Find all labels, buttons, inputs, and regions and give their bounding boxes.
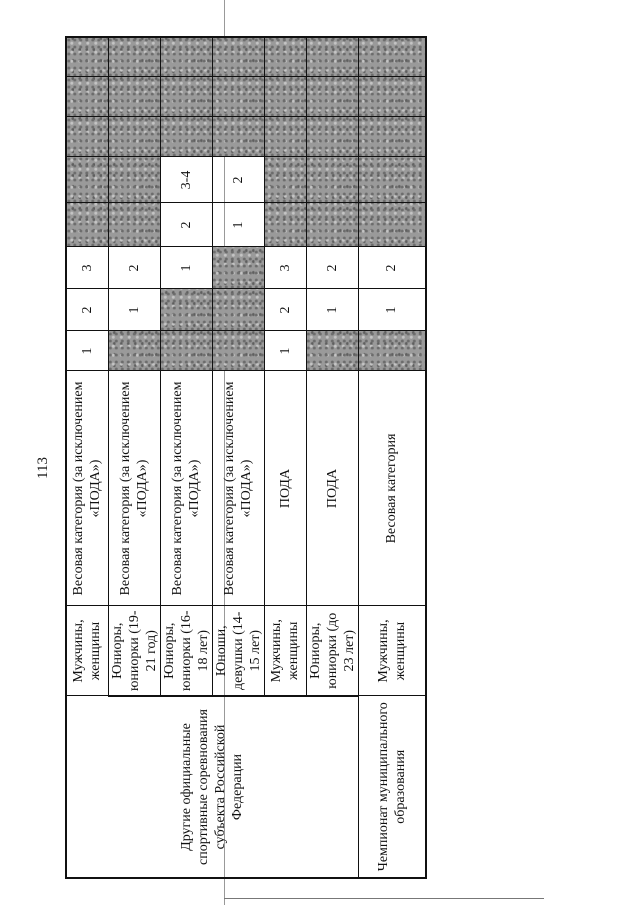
shaded-cell: [306, 157, 358, 203]
shaded-cell: [358, 203, 426, 247]
place-cell: 3: [264, 247, 306, 289]
shaded-cell: [212, 77, 264, 117]
shaded-cell: [264, 157, 306, 203]
shaded-cell: [212, 331, 264, 371]
competition-cell: Чемпионат муниципального образования: [358, 696, 426, 878]
shaded-cell: [66, 203, 108, 247]
place-cell: 1: [264, 331, 306, 371]
shaded-cell: [358, 77, 426, 117]
page-number: 113: [35, 457, 51, 479]
discipline-cell: ПОДА: [306, 371, 358, 606]
shaded-cell: [358, 157, 426, 203]
place-cell: 1: [160, 247, 212, 289]
results-table: [65, 36, 427, 879]
group-cell: Юниоры, юниорки (19-21 год): [108, 606, 160, 696]
table-row: [358, 37, 426, 878]
place-cell: 2: [212, 157, 264, 203]
shaded-cell: [66, 117, 108, 157]
shaded-cell: [306, 77, 358, 117]
shaded-cell: [264, 37, 306, 77]
place-cell: 1: [108, 289, 160, 331]
rotated-table-wrapper: [35, 38, 408, 879]
shaded-cell: [306, 117, 358, 157]
place-cell: 2: [108, 247, 160, 289]
table-row: [66, 37, 108, 878]
shaded-cell: [264, 117, 306, 157]
place-cell: 3-4: [160, 157, 212, 203]
shaded-cell: [160, 289, 212, 331]
shaded-cell: [212, 37, 264, 77]
competition-cell: Другие официальные спортивные соревнования субъекта Российской Федерации: [66, 696, 358, 878]
place-cell: 1: [212, 203, 264, 247]
shaded-cell: [306, 203, 358, 247]
shaded-cell: [212, 117, 264, 157]
shaded-cell: [160, 77, 212, 117]
shaded-cell: [66, 77, 108, 117]
discipline-cell: Весовая категория (за исключением «ПОДА»): [66, 371, 108, 606]
place-cell: 2: [264, 289, 306, 331]
shaded-cell: [108, 77, 160, 117]
shaded-cell: [108, 331, 160, 371]
shaded-cell: [306, 331, 358, 371]
discipline-cell: ПОДА: [264, 371, 306, 606]
place-cell: 2: [306, 247, 358, 289]
group-cell: Юниоры, юниорки (до 23 лет): [306, 606, 358, 696]
scan-bottom-line: [224, 898, 544, 899]
shaded-cell: [66, 157, 108, 203]
place-cell: 1: [306, 289, 358, 331]
shaded-cell: [264, 77, 306, 117]
shaded-cell: [160, 331, 212, 371]
shaded-cell: [160, 37, 212, 77]
shaded-cell: [358, 331, 426, 371]
group-cell: Юниоры, юниорки (16-18 лет): [160, 606, 212, 696]
shaded-cell: [358, 37, 426, 77]
group-cell: Юноши, девушки (14-15 лет): [212, 606, 264, 696]
discipline-cell: Весовая категория (за исключением «ПОДА»): [212, 371, 264, 606]
discipline-cell: Весовая категория (за исключением «ПОДА»): [108, 371, 160, 606]
discipline-cell: Весовая категория (за исключением «ПОДА»): [160, 371, 212, 606]
discipline-cell: Весовая категория: [358, 371, 426, 606]
shaded-cell: [108, 157, 160, 203]
group-cell: Мужчины, женщины: [66, 606, 108, 696]
place-cell: 3: [66, 247, 108, 289]
place-cell: 1: [66, 331, 108, 371]
shaded-cell: [212, 289, 264, 331]
shaded-cell: [108, 117, 160, 157]
place-cell: 2: [160, 203, 212, 247]
shaded-cell: [160, 117, 212, 157]
place-cell: 2: [358, 247, 426, 289]
shaded-cell: [66, 37, 108, 77]
shaded-cell: [306, 37, 358, 77]
shaded-cell: [108, 37, 160, 77]
shaded-cell: [358, 117, 426, 157]
shaded-cell: [108, 203, 160, 247]
place-cell: 1: [358, 289, 426, 331]
group-cell: Мужчины, женщины: [264, 606, 306, 696]
shaded-cell: [264, 203, 306, 247]
shaded-cell: [212, 247, 264, 289]
place-cell: 2: [66, 289, 108, 331]
group-cell: Мужчины, женщины: [358, 606, 426, 696]
